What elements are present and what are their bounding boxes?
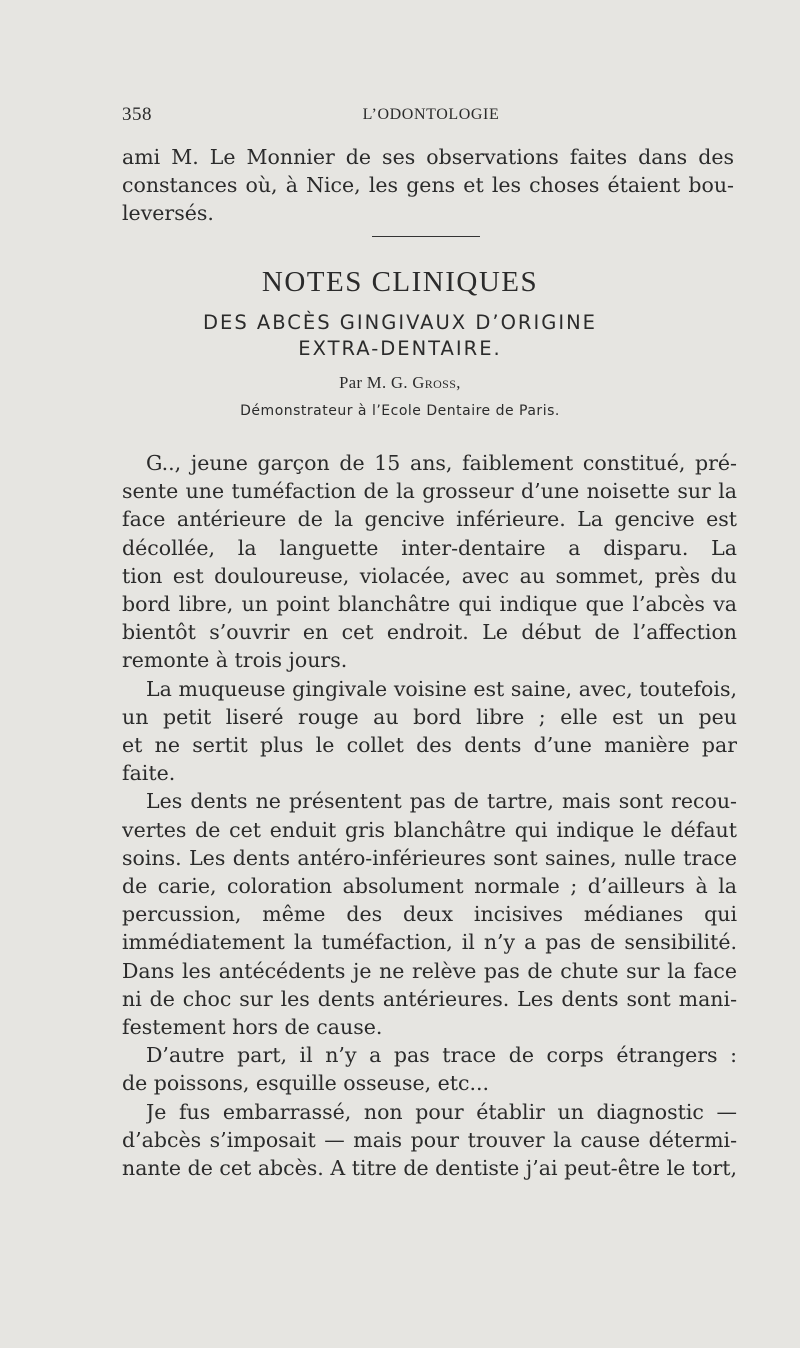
intro-line-1: ami M. Le Monnier de ses observations faites dans des — [122, 145, 734, 169]
body-line: vertes de cet enduit gris blanchâtre qui indique le défaut — [122, 817, 737, 842]
intro-line-3: leversés. — [122, 201, 214, 225]
body-line: remonte à trois jours. — [122, 648, 348, 673]
body-line: bientôt s’ouvrir en cet endroit. Le début de l’affection — [122, 620, 737, 645]
body-line: de carie, coloration absolument normale ; d’ailleurs à la — [122, 874, 737, 898]
body-line: décollée, la languette inter-dentaire a disparu. La — [122, 535, 737, 560]
body-line: Je fus embarrassé, non pour établir un diagnostic — — [146, 1099, 737, 1124]
running-title: L’ODONTOLOGIE — [362, 106, 500, 123]
body-line: faite. — [122, 761, 176, 786]
body-line: nante de cet abcès. A titre de dentiste j’ai peut-être le tort, — [122, 1156, 737, 1180]
byline — [0, 373, 800, 393]
body-line: Dans les antécédents je ne relève pas de chute sur la face — [122, 958, 737, 983]
body-line: face antérieure de la gencive inférieure. La gencive est — [122, 507, 737, 532]
body-line: d’abcès s’imposait — mais pour trouver la cause détermi- — [122, 1127, 737, 1152]
author-affiliation: Démonstrateur à l’Ecole Dentaire de Paris. — [240, 403, 560, 419]
body-line: de poissons, esquille osseuse, etc... — [122, 1071, 490, 1096]
page-header — [122, 104, 740, 134]
author-name: Gross, — [412, 373, 461, 392]
article-title: NOTES CLINIQUES — [261, 266, 539, 298]
page-number: 358 — [122, 104, 152, 125]
body-line: La muqueuse gingivale voisine est saine, avec, toutefois, — [146, 676, 737, 701]
body-line: soins. Les dents antéro-inférieures sont saines, nulle trace — [122, 845, 737, 870]
body-line: bord libre, un point blanchâtre qui indique que l’abcès va — [122, 592, 737, 616]
body-line: immédiatement la tuméfaction, il n’y a pas de sensibilité. — [122, 930, 737, 955]
article-subtitle-line1: DES ABCÈS GINGIVAUX D’ORIGINE — [202, 311, 597, 334]
body-line: sente une tuméfaction de la grosseur d’une noisette sur la — [122, 479, 737, 504]
body-line: G.., jeune garçon de 15 ans, faiblement constitué, pré- — [146, 451, 737, 475]
byline-prefix: Par M. G. — [339, 373, 413, 392]
body-line: festement hors de cause. — [122, 1015, 383, 1039]
article-subtitle-line2: EXTRA-DENTAIRE. — [298, 337, 502, 360]
body-line: Les dents ne présentent pas de tartre, mais sont recou- — [146, 789, 737, 814]
body-line: percussion, même des deux incisives médianes qui — [122, 902, 737, 927]
body-line: et ne sertit plus le collet des dents d’une manière par — [122, 733, 737, 757]
body-line: ni de choc sur les dents antérieures. Les dents sont mani- — [122, 986, 737, 1011]
body-line: tion est douloureuse, violacée, avec au sommet, près du — [122, 563, 737, 588]
body-line: D’autre part, il n’y a pas trace de corps étrangers : — [146, 1043, 737, 1068]
body-line: un petit liseré rouge au bord libre ; elle est un peu — [122, 704, 737, 729]
intro-line-2: constances où, à Nice, les gens et les choses étaient bou- — [122, 173, 734, 197]
section-divider — [372, 236, 480, 237]
